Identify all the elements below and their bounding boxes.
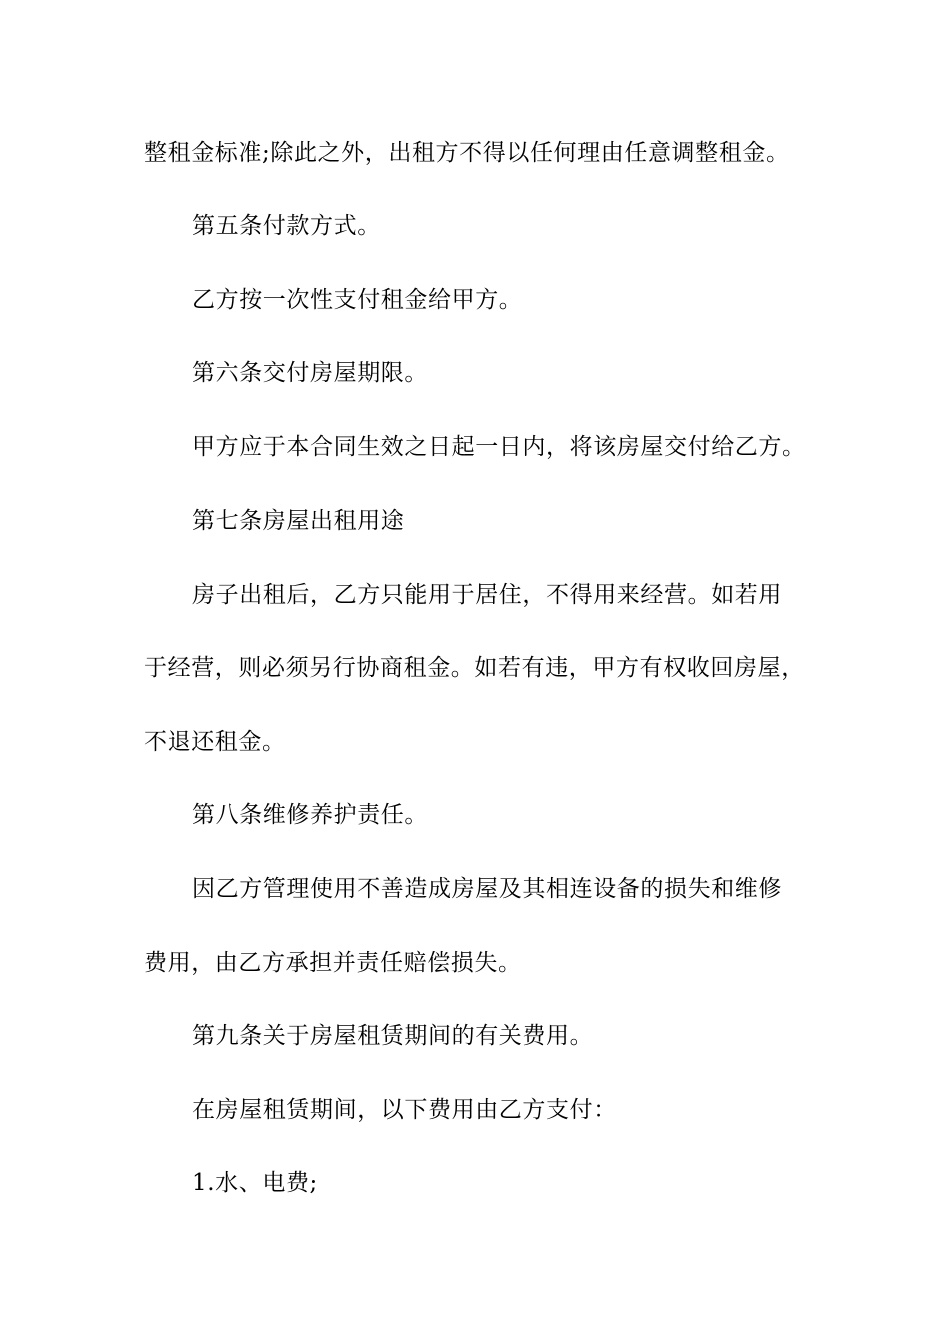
article-heading: 第八条维修养护责任。 [192, 802, 428, 828]
paragraph-line: 于经营，则必须另行协商租金。如若有违，甲方有权收回房屋， [144, 655, 805, 681]
paragraph-line: 费用，由乙方承担并责任赔偿损失。 [144, 950, 522, 976]
article-heading: 第七条房屋出租用途 [192, 508, 405, 534]
paragraph-line: 房子出租后，乙方只能用于居住，不得用来经营。如若用 [192, 582, 782, 608]
article-heading: 第九条关于房屋租赁期间的有关费用。 [192, 1023, 594, 1049]
paragraph-line: 在房屋租赁期间，以下费用由乙方支付： [192, 1097, 617, 1123]
article-heading: 第五条付款方式。 [192, 213, 381, 239]
paragraph-line: 甲方应于本合同生效之日起一日内，将该房屋交付给乙方。 [192, 434, 806, 460]
article-heading: 第六条交付房屋期限。 [192, 360, 428, 386]
paragraph-line: 不退还租金。 [144, 729, 286, 755]
paragraph-line: 整租金标准;除此之外，出租方不得以任何理由任意调整租金。 [144, 140, 790, 166]
paragraph-line: 因乙方管理使用不善造成房屋及其相连设备的损失和维修 [192, 876, 782, 902]
paragraph-line: 乙方按一次性支付租金给甲方。 [192, 287, 523, 313]
list-item: 1.水、电费; [192, 1170, 318, 1196]
